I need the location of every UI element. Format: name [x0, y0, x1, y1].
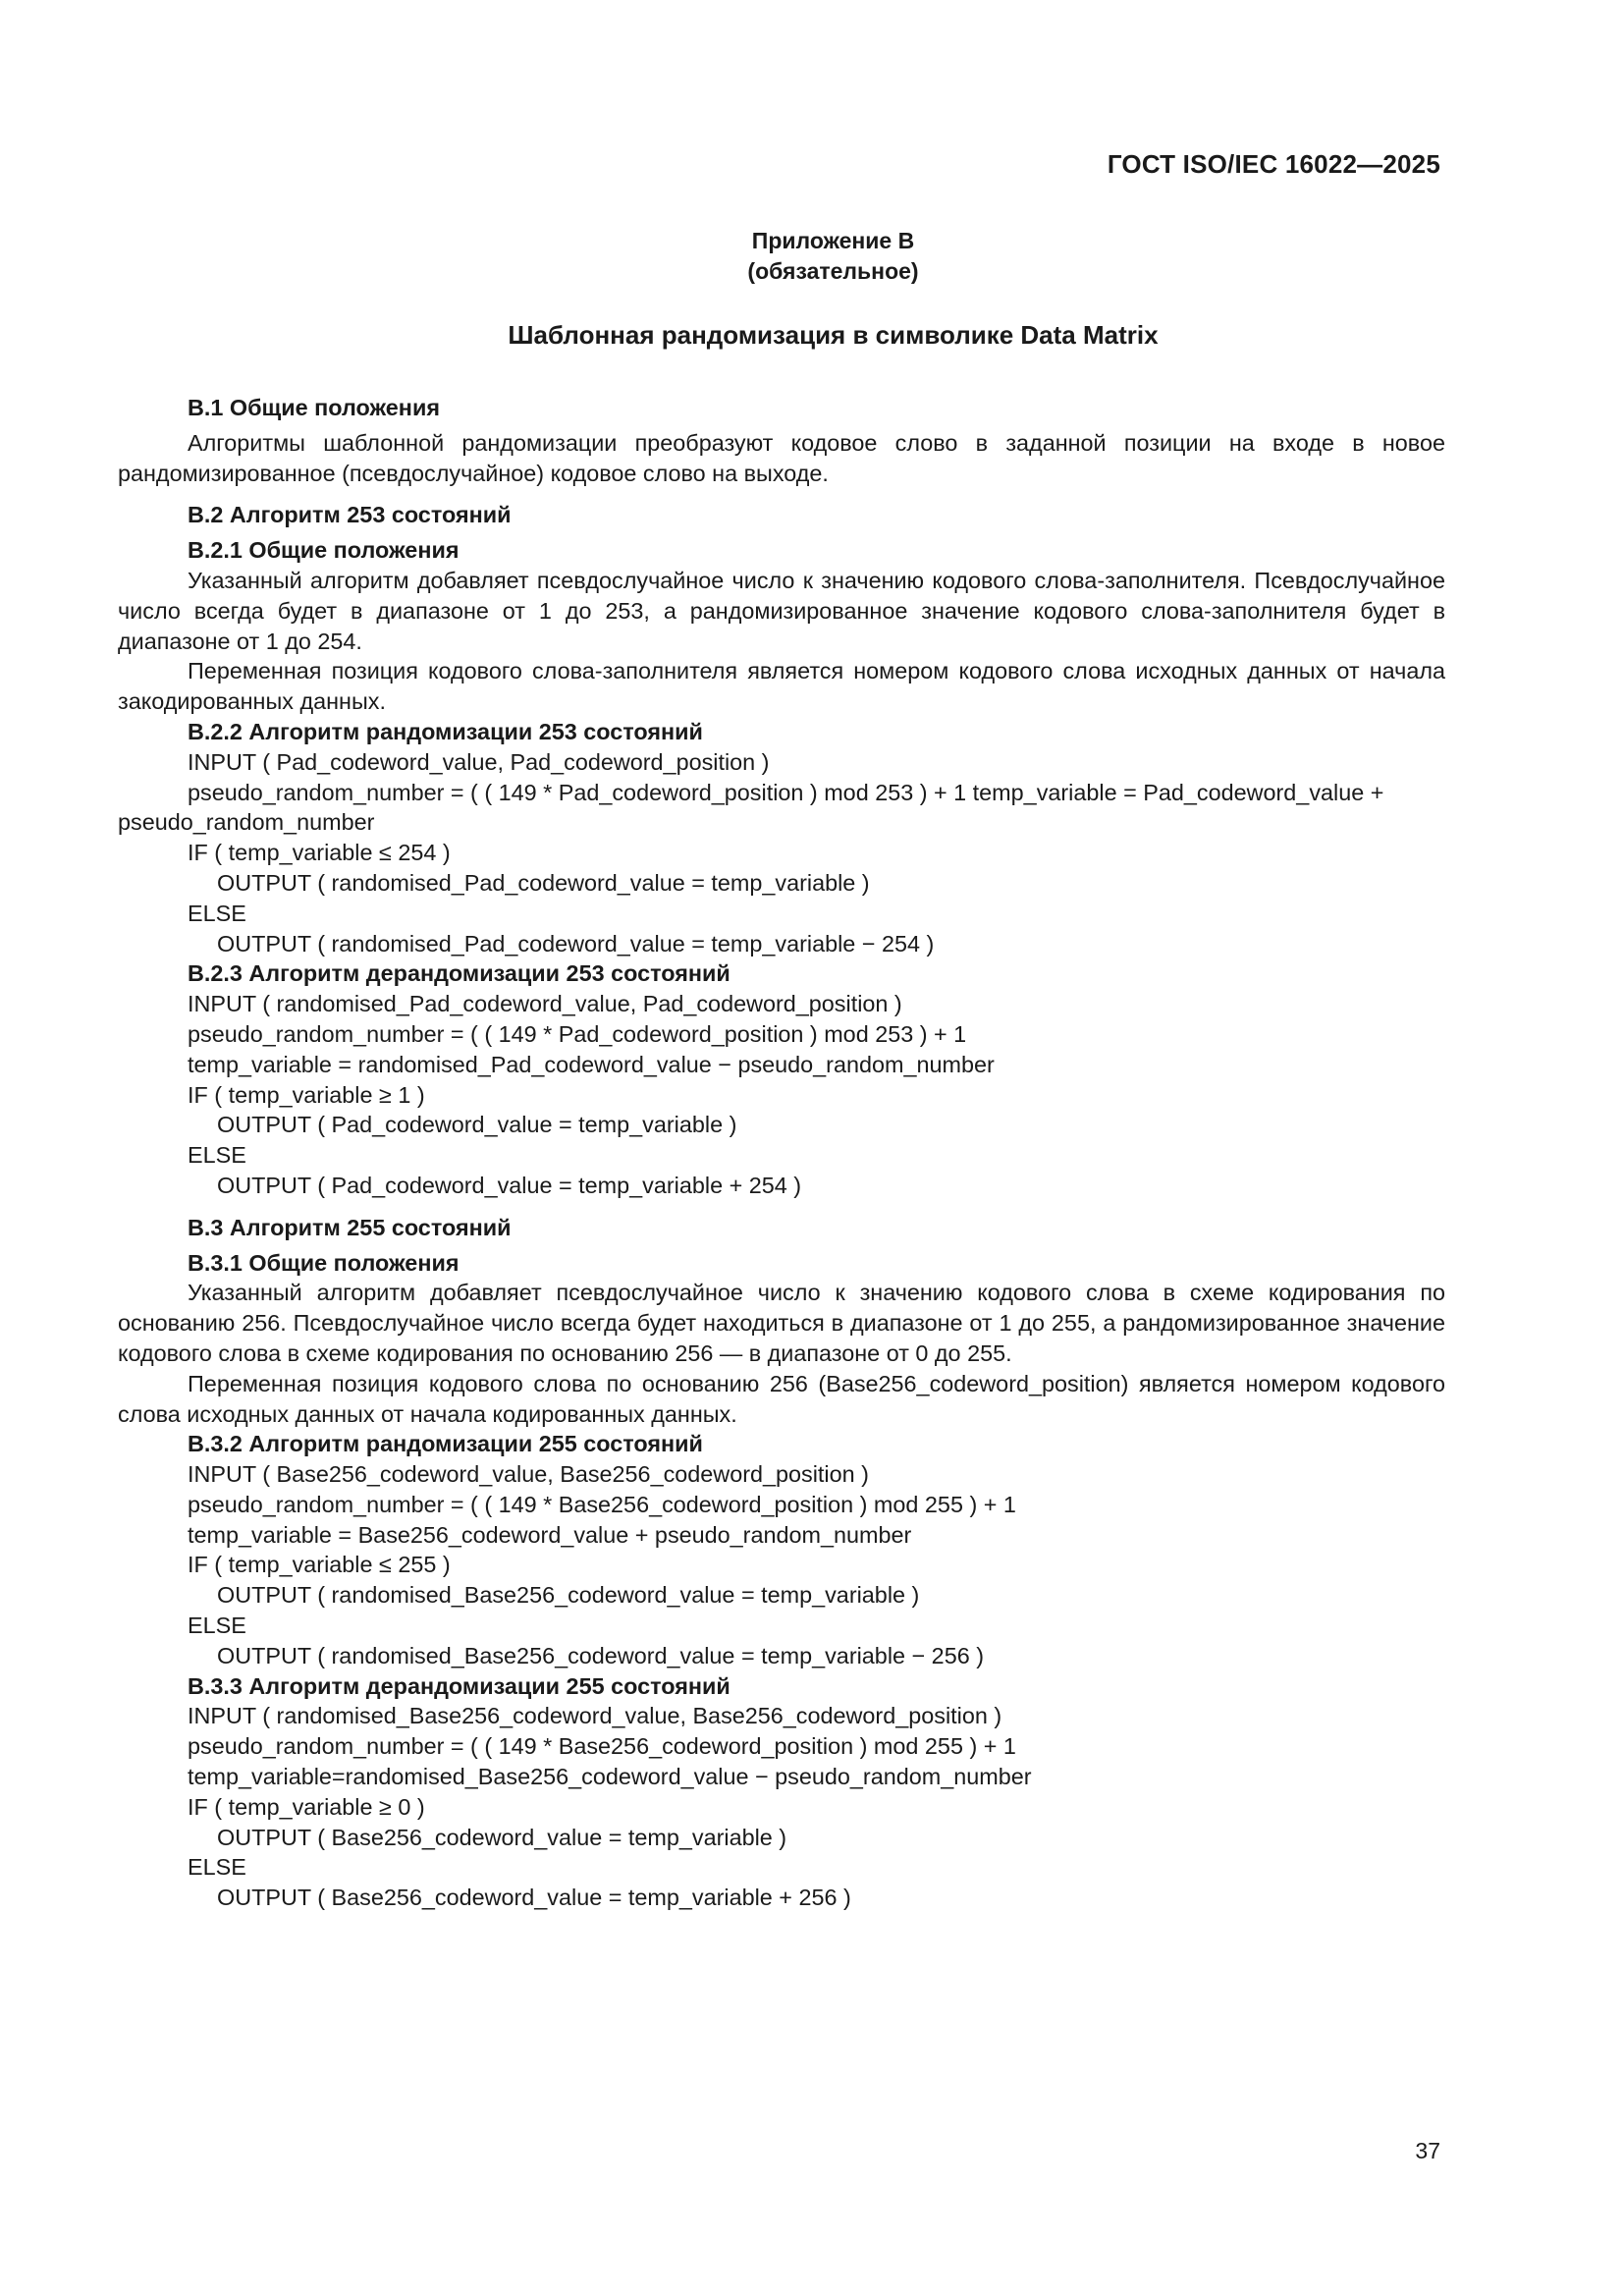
code-line: OUTPUT ( Base256_codeword_value = temp_variable ) [217, 1824, 787, 1850]
code-line: OUTPUT ( randomised_Base256_codeword_value = temp_variable − 256 ) [217, 1642, 984, 1668]
document-code: ГОСТ ISO/IEC 16022—2025 [1107, 149, 1440, 179]
section-heading: В.3 Алгоритм 255 состояний [188, 1214, 512, 1240]
annex-label: Приложение В [751, 228, 915, 253]
code-line: OUTPUT ( randomised_Base256_codeword_value = temp_variable ) [217, 1582, 920, 1609]
subsection-heading: В.2.3 Алгоритм дерандомизации 253 состояний [188, 960, 730, 987]
document-body [118, 393, 1445, 1913]
code-line: IF ( temp_variable ≥ 0 ) [188, 1793, 425, 1820]
code-line: pseudo_random_number = ( ( 149 * Base256_codeword_position ) mod 255 ) + 1 [188, 1491, 1016, 1517]
page-number: 37 [1415, 2138, 1440, 2163]
code-line: INPUT ( randomised_Pad_codeword_value, Pad_codeword_position ) [188, 991, 902, 1017]
code-line: ELSE [188, 1613, 246, 1639]
section-heading: В.2 Алгоритм 253 состояний [188, 502, 512, 528]
code-line: OUTPUT ( Base256_codeword_value = temp_variable + 256 ) [217, 1885, 851, 1911]
code-line: INPUT ( Pad_codeword_value, Pad_codeword_position ) [188, 748, 770, 775]
code-line: temp_variable = randomised_Pad_codeword_value − pseudo_random_number [188, 1051, 995, 1077]
code-line: pseudo_random_number = ( ( 149 * Pad_codeword_position ) mod 253 ) + 1 temp_variable = Pad_codeword_value + pseudo_random_number [118, 779, 1384, 836]
subsection-heading: В.3.1 Общие положения [188, 1249, 460, 1276]
code-line: pseudo_random_number = ( ( 149 * Base256_codeword_position ) mod 255 ) + 1 [188, 1733, 1016, 1760]
subsection-heading: В.2.2 Алгоритм рандомизации 253 состояний [188, 718, 703, 744]
code-line: IF ( temp_variable ≤ 255 ) [188, 1552, 451, 1578]
annex-status: (обязательное) [747, 258, 919, 284]
code-line: temp_variable=randomised_Base256_codeword_value − pseudo_random_number [188, 1764, 1032, 1790]
code-line: IF ( temp_variable ≥ 1 ) [188, 1081, 425, 1108]
code-line: pseudo_random_number = ( ( 149 * Pad_codeword_position ) mod 253 ) + 1 [188, 1020, 967, 1047]
paragraph: Указанный алгоритм добавляет псевдослучайное число к значению кодового слова-заполнителя. Псевдослучайное число всегда будет в диапазоне от 1 до 253, а рандомизированное значение кодового слова-заполнителя будет в диапазоне от 1 до 254. [118, 567, 1445, 654]
code-line: INPUT ( Base256_codeword_value, Base256_codeword_position ) [188, 1461, 869, 1488]
annex-title: Шаблонная рандомизация в символике Data Matrix [508, 320, 1159, 350]
code-line: OUTPUT ( randomised_Pad_codeword_value = temp_variable ) [217, 869, 870, 896]
code-line: temp_variable = Base256_codeword_value + pseudo_random_number [188, 1521, 912, 1548]
paragraph: Переменная позиция кодового слова-заполнителя является номером кодового слова исходных данных от начала закодированных данных. [118, 658, 1445, 715]
paragraph: Алгоритмы шаблонной рандомизации преобразуют кодовое слово в заданной позиции на входе в новое рандомизированное (псевдослучайное) кодовое слово на выходе. [118, 429, 1445, 486]
code-line: IF ( temp_variable ≤ 254 ) [188, 840, 451, 866]
code-line: INPUT ( randomised_Base256_codeword_value, Base256_codeword_position ) [188, 1703, 1002, 1729]
code-line: OUTPUT ( Pad_codeword_value = temp_variable ) [217, 1112, 737, 1138]
subsection-heading: В.3.3 Алгоритм дерандомизации 255 состояний [188, 1672, 730, 1699]
code-line: ELSE [188, 900, 246, 926]
paragraph: Указанный алгоритм добавляет псевдослучайное число к значению кодового слова в схеме кодирования по основанию 256. Псевдослучайное число всегда будет находиться в диапазоне от 1 до 255, а рандомизированное значение кодового слова в схеме кодирования по основанию 256 — в диапазоне от 0 до 255. [118, 1280, 1445, 1366]
code-line: OUTPUT ( Pad_codeword_value = temp_variable + 254 ) [217, 1172, 802, 1198]
code-line: ELSE [188, 1142, 246, 1169]
subsection-heading: В.3.2 Алгоритм рандомизации 255 состояний [188, 1431, 703, 1457]
paragraph: Переменная позиция кодового слова по основанию 256 (Base256_codeword_position) является номером кодового слова исходных данных от начала кодированных данных. [118, 1370, 1445, 1427]
section-heading: В.1 Общие положения [188, 395, 440, 420]
code-line: ELSE [188, 1854, 246, 1881]
code-line: OUTPUT ( randomised_Pad_codeword_value = temp_variable − 254 ) [217, 930, 935, 957]
subsection-heading: В.2.1 Общие положения [188, 537, 460, 564]
